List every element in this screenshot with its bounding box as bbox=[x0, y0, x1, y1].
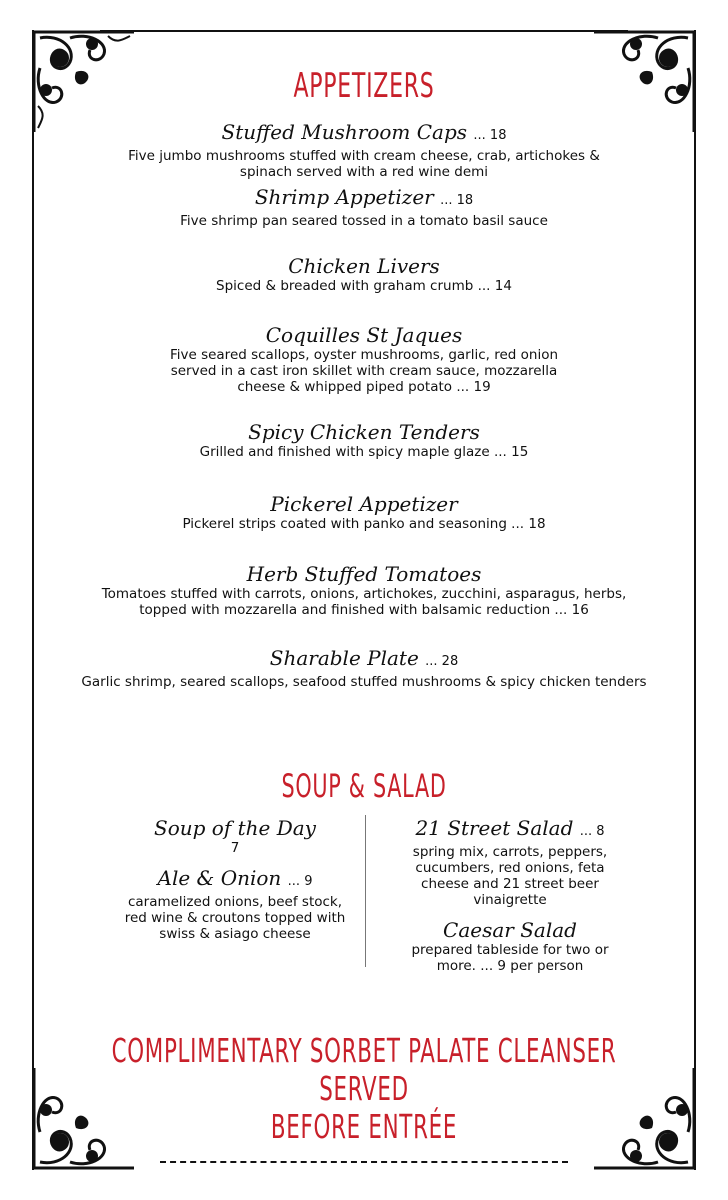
footer-note bbox=[102, 1032, 626, 1146]
top-border-line bbox=[100, 30, 628, 32]
menu-item bbox=[0, 420, 728, 460]
soup-column bbox=[100, 816, 370, 952]
item-price: ... 18 bbox=[440, 193, 474, 208]
footer-line-2: BEFORE ENTRÉE bbox=[270, 1107, 458, 1146]
item-name: Shrimp Appetizer bbox=[254, 185, 434, 209]
menu-item bbox=[0, 492, 728, 532]
item-description: Five shrimp pan seared tossed in a tomato basil sauce bbox=[180, 213, 548, 229]
item-description: spring mix, carrots, peppers, cucumbers, red onions, feta cheese and 21 street beer vinaigrette bbox=[412, 844, 608, 908]
item-name: Caesar Salad bbox=[443, 918, 577, 942]
item-description: Five jumbo mushrooms stuffed with cream cheese, crab, artichokes & spinach served with a red wine demi bbox=[128, 148, 600, 180]
item-name: Soup of the Day bbox=[154, 816, 316, 840]
item-description: Five seared scallops, oyster mushrooms, garlic, red onion served in a cast iron skillet with cream sauce, mozzarella cheese & whipped piped potato ... 19 bbox=[169, 347, 559, 395]
item-price: ... 18 bbox=[473, 128, 507, 143]
footer-line-1: COMPLIMENTARY SORBET PALATE CLEANSER SERVED bbox=[111, 1031, 617, 1108]
item-price: ... 9 bbox=[287, 874, 313, 889]
item-description: Tomatoes stuffed with carrots, onions, artichokes, zucchini, asparagus, herbs, topped with mozzarella and finished with balsamic reduction ... 16 bbox=[101, 586, 627, 618]
bottom-border-line bbox=[160, 1161, 568, 1163]
menu-item bbox=[372, 816, 648, 908]
item-name: Chicken Livers bbox=[288, 254, 440, 278]
menu-item bbox=[0, 646, 728, 690]
menu-item bbox=[0, 185, 728, 229]
item-price: ... 8 bbox=[579, 824, 605, 839]
appetizers-heading: APPETIZERS bbox=[293, 66, 435, 106]
soup-salad-heading: SOUP & SALAD bbox=[281, 767, 447, 805]
item-name: Stuffed Mushroom Caps bbox=[221, 120, 468, 144]
item-name: Coquilles St Jaques bbox=[265, 323, 463, 347]
menu-item bbox=[0, 254, 728, 294]
salad-column bbox=[372, 816, 648, 984]
item-name: Spicy Chicken Tenders bbox=[248, 420, 480, 444]
menu-item bbox=[372, 918, 648, 974]
menu-item bbox=[0, 562, 728, 618]
item-description: prepared tableside for two or more. ... 9 per person bbox=[411, 942, 609, 974]
item-description: Garlic shrimp, seared scallops, seafood stuffed mushrooms & spicy chicken tenders bbox=[81, 674, 647, 690]
item-description: Pickerel strips coated with panko and seasoning ... 18 bbox=[182, 516, 546, 532]
item-name: Herb Stuffed Tomatoes bbox=[246, 562, 482, 586]
menu-item bbox=[0, 120, 728, 180]
item-name: 21 Street Salad bbox=[415, 816, 574, 840]
menu-item bbox=[100, 866, 370, 942]
menu-item bbox=[100, 816, 370, 856]
item-name: Sharable Plate bbox=[269, 646, 419, 670]
item-name: Ale & Onion bbox=[157, 866, 282, 890]
item-price: ... 28 bbox=[425, 654, 459, 669]
menu-item bbox=[0, 323, 728, 395]
item-name: Pickerel Appetizer bbox=[270, 492, 458, 516]
column-divider bbox=[365, 815, 366, 967]
item-description: caramelized onions, beef stock, red wine & croutons topped with swiss & asiago cheese bbox=[124, 894, 346, 942]
item-description: Grilled and finished with spicy maple glaze ... 15 bbox=[199, 444, 529, 460]
item-description: 7 bbox=[230, 840, 240, 856]
item-description: Spiced & breaded with graham crumb ... 14 bbox=[216, 278, 512, 294]
